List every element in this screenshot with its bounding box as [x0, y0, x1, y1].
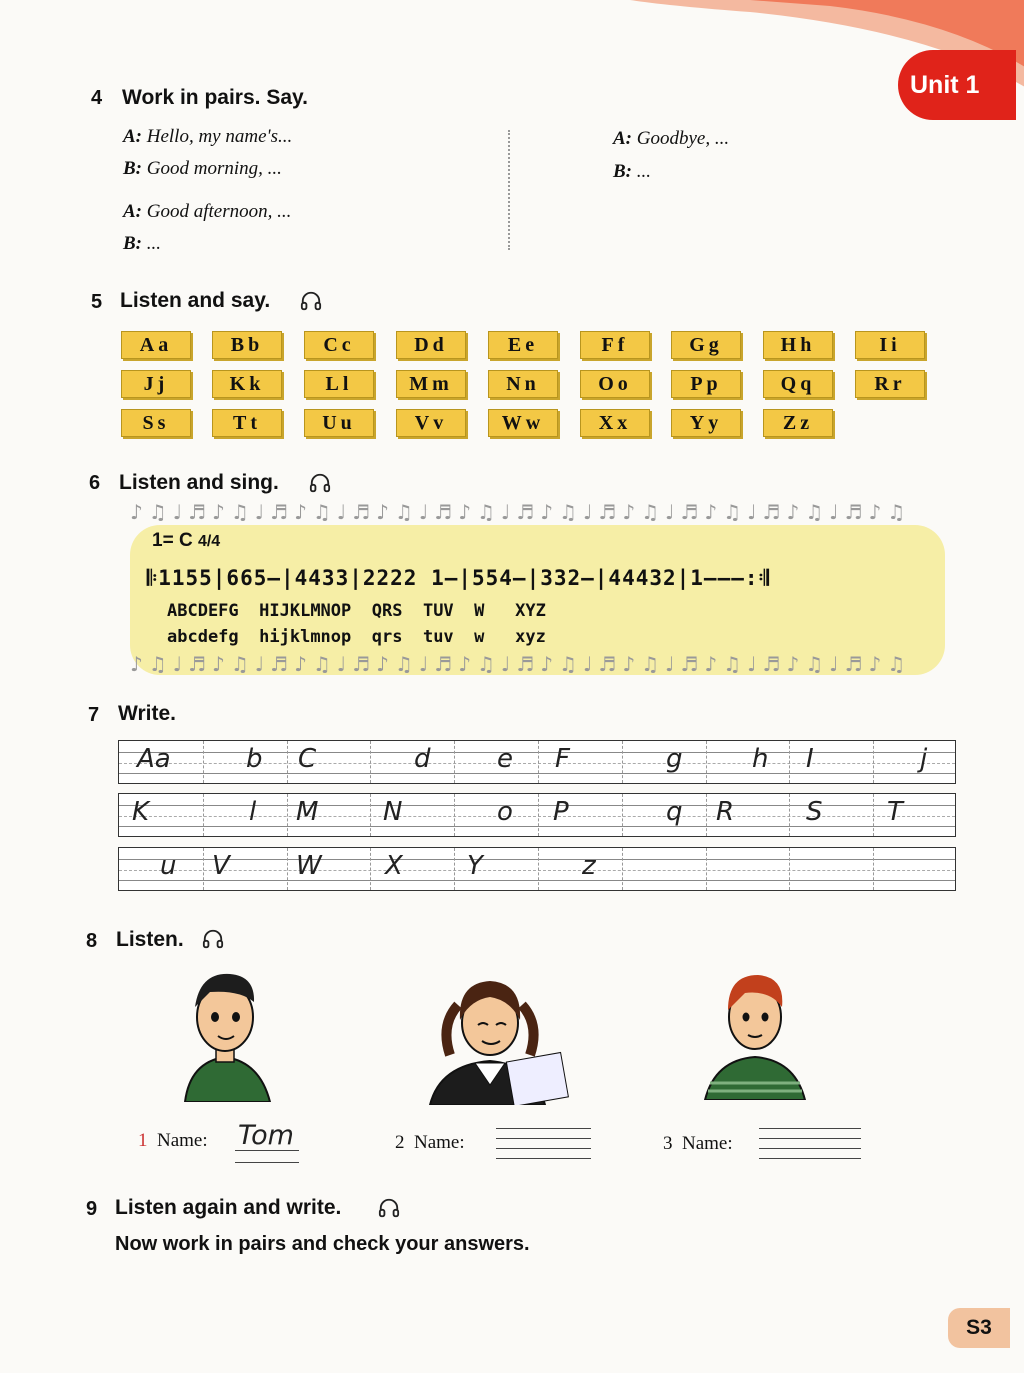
- handwritten-letter: h: [752, 744, 769, 774]
- name-answer-3[interactable]: [759, 1128, 861, 1166]
- dotted-divider: [508, 130, 510, 250]
- handwritten-letter: o: [497, 797, 513, 827]
- letter-card-l[interactable]: Ll: [304, 370, 374, 398]
- music-notes-decoration: ♪♫♩♬♪♫♩♬♪♫♩♬♪♫♩♬♪♫♩♬♪♫♩♬♪♫♩♬♪♫♩♬♪♫♩♬♪♫: [130, 652, 912, 676]
- writing-row[interactable]: [118, 847, 956, 891]
- letter-card-a[interactable]: Aa: [121, 331, 191, 359]
- handwritten-letter: g: [666, 744, 683, 774]
- unit-badge: [898, 50, 1016, 120]
- name-item-1: 1 Name:: [138, 1130, 208, 1151]
- exercise-8-number: 8: [86, 930, 98, 952]
- writing-row[interactable]: [118, 793, 956, 837]
- letter-card-s[interactable]: Ss: [121, 409, 191, 437]
- letter-card-c[interactable]: Cc: [304, 331, 374, 359]
- name-line: [235, 1150, 299, 1151]
- exercise-7-title: Write.: [118, 702, 176, 725]
- handwritten-letter: N: [383, 797, 403, 827]
- headphones-icon[interactable]: [309, 472, 331, 494]
- letter-card-w[interactable]: Ww: [488, 409, 558, 437]
- song-key: 1= C 4/4: [152, 530, 221, 551]
- exercise-6-title: Listen and sing.: [119, 471, 279, 494]
- handwritten-letter: V: [212, 851, 230, 881]
- dialogue-line: B: Good morning, ...: [123, 158, 282, 179]
- handwritten-letter: C: [298, 744, 317, 774]
- handwritten-letter: I: [806, 744, 814, 774]
- handwritten-letter: Aa: [137, 744, 171, 774]
- headphones-icon[interactable]: [202, 928, 224, 950]
- name-item-2: 2 Name:: [395, 1132, 465, 1153]
- letter-card-g[interactable]: Gg: [671, 331, 741, 359]
- writing-row[interactable]: [118, 740, 956, 784]
- handwritten-letter: R: [716, 797, 735, 827]
- name-line: [235, 1162, 299, 1163]
- handwritten-letter: d: [414, 744, 431, 774]
- handwritten-letter: S: [806, 797, 823, 827]
- exercise-5-title: Listen and say.: [120, 289, 271, 312]
- letter-card-j[interactable]: Jj: [121, 370, 191, 398]
- letter-card-u[interactable]: Uu: [304, 409, 374, 437]
- exercise-8-title: Listen.: [116, 928, 184, 951]
- letter-card-h[interactable]: Hh: [763, 331, 833, 359]
- letter-card-d[interactable]: Dd: [396, 331, 466, 359]
- page-number: S3: [948, 1308, 1010, 1348]
- letter-card-r[interactable]: Rr: [855, 370, 925, 398]
- dialogue-line: A: Good afternoon, ...: [123, 201, 292, 222]
- letter-card-e[interactable]: Ee: [488, 331, 558, 359]
- handwritten-letter: z: [582, 851, 596, 881]
- music-notes-decoration: ♪♫♩♬♪♫♩♬♪♫♩♬♪♫♩♬♪♫♩♬♪♫♩♬♪♫♩♬♪♫♩♬♪♫♩♬♪♫: [130, 500, 912, 524]
- handwritten-letter: Y: [467, 851, 483, 881]
- name-item-3: 3 Name:: [663, 1133, 733, 1154]
- letter-card-p[interactable]: Pp: [671, 370, 741, 398]
- girl-illustration: [420, 965, 570, 1105]
- dialogue-line: A: Hello, my name's...: [123, 126, 293, 147]
- handwritten-letter: q: [666, 797, 683, 827]
- handwritten-letter: P: [553, 797, 569, 827]
- name-answer-2[interactable]: [496, 1128, 591, 1166]
- handwritten-letter: b: [246, 744, 263, 774]
- handwritten-letter: u: [160, 851, 177, 881]
- exercise-4-title: Work in pairs. Say.: [122, 86, 308, 109]
- letter-card-n[interactable]: Nn: [488, 370, 558, 398]
- exercise-7-number: 7: [88, 704, 100, 726]
- letter-card-b[interactable]: Bb: [212, 331, 282, 359]
- handwritten-letter: X: [385, 851, 403, 881]
- boy-illustration-1: [170, 962, 280, 1102]
- letter-card-y[interactable]: Yy: [671, 409, 741, 437]
- exercise-4-number: 4: [91, 87, 103, 109]
- letter-card-f[interactable]: Ff: [580, 331, 650, 359]
- letter-card-v[interactable]: Vv: [396, 409, 466, 437]
- headphones-icon[interactable]: [300, 290, 322, 312]
- dialogue-line: B: ...: [123, 233, 161, 254]
- handwritten-letter: l: [249, 797, 257, 827]
- exercise-5-number: 5: [91, 291, 103, 313]
- handwritten-letter: T: [887, 797, 903, 827]
- handwritten-letter: W: [296, 851, 322, 881]
- name-answer-1[interactable]: Tom: [238, 1120, 294, 1151]
- exercise-9-number: 9: [86, 1198, 98, 1220]
- song-uppercase-letters: ABCDEFG HIJKLMNOP QRS TUV W XYZ: [167, 601, 546, 621]
- song-lowercase-letters: abcdefg hijklmnop qrs tuv w xyz: [167, 627, 546, 647]
- handwritten-letter: K: [132, 797, 150, 827]
- boy-illustration-3: [700, 965, 810, 1100]
- handwritten-letter: M: [296, 797, 319, 827]
- letter-card-m[interactable]: Mm: [396, 370, 466, 398]
- unit-label: Unit 1: [910, 70, 980, 99]
- exercise-9-title: Listen again and write.: [115, 1196, 342, 1219]
- dialogue-line: A: Goodbye, ...: [613, 128, 730, 149]
- letter-card-o[interactable]: Oo: [580, 370, 650, 398]
- handwritten-letter: F: [555, 744, 570, 774]
- letter-card-t[interactable]: Tt: [212, 409, 282, 437]
- letter-card-k[interactable]: Kk: [212, 370, 282, 398]
- handwritten-letter: e: [497, 744, 513, 774]
- exercise-9-subtitle: Now work in pairs and check your answers.: [115, 1233, 530, 1255]
- letter-card-q[interactable]: Qq: [763, 370, 833, 398]
- letter-card-i[interactable]: Ii: [855, 331, 925, 359]
- handwritten-letter: j: [920, 744, 928, 774]
- exercise-6-number: 6: [89, 472, 101, 494]
- letter-card-x[interactable]: Xx: [580, 409, 650, 437]
- letter-card-z[interactable]: Zz: [763, 409, 833, 437]
- song-notation: 𝄆1155|665–|4433|2222 1–|554–|332–|44432|1–––:𝄇: [147, 566, 770, 590]
- headphones-icon[interactable]: [378, 1197, 400, 1219]
- dialogue-line: B: ...: [613, 161, 651, 182]
